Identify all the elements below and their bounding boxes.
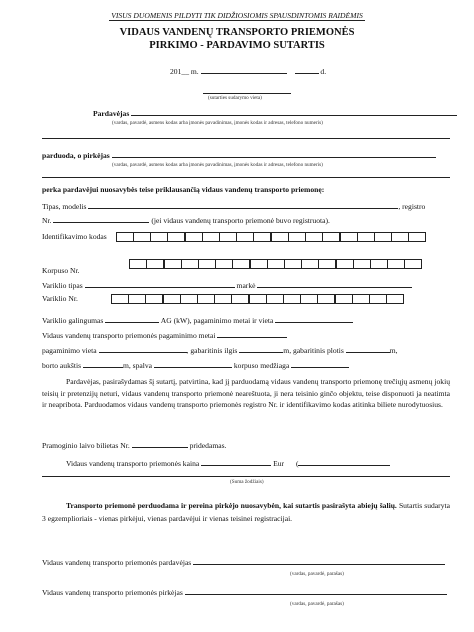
id-code-box[interactable] bbox=[340, 232, 358, 242]
width-unit: m, bbox=[389, 346, 398, 355]
hull-nr-box[interactable] bbox=[267, 259, 285, 269]
hull-nr-box[interactable] bbox=[301, 259, 319, 269]
engine-nr-box[interactable] bbox=[128, 294, 146, 304]
declaration-paragraph: Pardavėjas, pasirašydamas šį sutartį, patvirtina, kad jį parduodamą vidaus vandenų transporto priemonę trečiųjų asmenų jokių teisių ir pretenzijų neturi, vidaus vandenų transporto priemonė neareštuota, ji nera teisinio ginčo objektu, teise disponuoti ja neatimta ir neapribota. Parduodamos vidaus vandenų transporto priemonės registro Nr. ir identifikavimo kodas atitinka biliete nurodytuosius. bbox=[42, 377, 450, 409]
overall-length-field[interactable] bbox=[239, 345, 283, 353]
seller-signature-row bbox=[42, 557, 445, 567]
id-code-box[interactable] bbox=[202, 232, 220, 242]
id-code-box[interactable] bbox=[391, 232, 409, 242]
date-year: 201__ m. bbox=[170, 67, 199, 76]
id-code-box[interactable] bbox=[271, 232, 289, 242]
seller-field-line2[interactable] bbox=[42, 138, 450, 139]
id-code-box[interactable] bbox=[133, 232, 151, 242]
overall-width-field[interactable] bbox=[346, 345, 390, 353]
hull-nr-box[interactable] bbox=[370, 259, 388, 269]
engine-nr-box[interactable] bbox=[386, 294, 404, 304]
side-height-field[interactable] bbox=[83, 360, 123, 368]
overall-length-label: , gabaritinis ilgis bbox=[186, 346, 238, 355]
registry-nr-row bbox=[42, 215, 330, 225]
engine-type-label: Variklio tipas bbox=[42, 281, 83, 290]
build-year-place-field[interactable] bbox=[275, 315, 353, 323]
hull-nr-box[interactable] bbox=[198, 259, 216, 269]
engine-nr-boxes[interactable] bbox=[112, 294, 404, 304]
price-label: Vidaus vandenų transporto priemonės kaina bbox=[66, 459, 200, 468]
id-code-box[interactable] bbox=[167, 232, 185, 242]
price-row bbox=[66, 458, 390, 468]
engine-nr-box[interactable] bbox=[300, 294, 318, 304]
seller-label: Pardavėjas bbox=[93, 109, 130, 118]
hull-nr-box[interactable] bbox=[146, 259, 164, 269]
price-words-field[interactable] bbox=[295, 458, 390, 468]
engine-nr-box[interactable] bbox=[249, 294, 267, 304]
hull-material-field[interactable] bbox=[291, 360, 349, 368]
build-place-field[interactable] bbox=[99, 345, 187, 353]
color-field[interactable] bbox=[154, 360, 232, 368]
mark-field[interactable] bbox=[257, 280, 412, 288]
ticket-suffix: pridedamas. bbox=[189, 441, 227, 450]
id-code-label: Identifikavimo kodas bbox=[42, 232, 107, 241]
engine-nr-box[interactable] bbox=[197, 294, 215, 304]
place-field[interactable] bbox=[203, 93, 291, 94]
engine-nr-box[interactable] bbox=[214, 294, 232, 304]
buyer-signature-label: Vidaus vandenų transporto priemonės pirkėjas bbox=[42, 588, 183, 597]
hull-nr-box[interactable] bbox=[318, 259, 336, 269]
length-unit: m, gabaritinis plotis bbox=[283, 346, 344, 355]
hull-nr-label: Korpuso Nr. bbox=[42, 266, 80, 275]
banner-row bbox=[0, 5, 474, 23]
engine-power-label: Variklio galingumas bbox=[42, 316, 104, 325]
registry-nr-label: Nr. bbox=[42, 216, 52, 225]
hull-nr-box[interactable] bbox=[404, 259, 422, 269]
id-code-box[interactable] bbox=[185, 232, 203, 242]
banner: VISUS DUOMENIS PILDYTI TIK DIDŽIOSIOMIS SPAUSDINTOMIS RAIDĖMIS bbox=[111, 11, 363, 20]
build-year-row bbox=[42, 330, 287, 340]
engine-nr-box[interactable] bbox=[180, 294, 198, 304]
id-code-box[interactable] bbox=[408, 232, 426, 242]
type-model-label: Tipas, modelis bbox=[42, 202, 87, 211]
id-code-box[interactable] bbox=[322, 232, 340, 242]
price-open-paren: ( bbox=[295, 459, 299, 468]
engine-nr-box[interactable] bbox=[369, 294, 387, 304]
date-day-suffix: d. bbox=[320, 67, 327, 76]
engine-nr-box[interactable] bbox=[163, 294, 181, 304]
transfer-paragraph bbox=[42, 500, 450, 525]
seller-signature-caption: (vardas, pavardė, parašas) bbox=[290, 571, 344, 577]
buyer-field[interactable] bbox=[112, 150, 436, 158]
mark-label: markė bbox=[236, 281, 256, 290]
hull-nr-box[interactable] bbox=[232, 259, 250, 269]
price-currency: Eur bbox=[273, 459, 285, 468]
color-label: m, spalva bbox=[122, 361, 153, 370]
hull-boxes[interactable] bbox=[130, 255, 422, 273]
engine-nr-box[interactable] bbox=[317, 294, 335, 304]
price-caption: (Suma žodžiais) bbox=[230, 479, 264, 485]
power-unit-label: AG (kW), pagaminimo metai ir vieta bbox=[160, 316, 274, 325]
id-code-box[interactable] bbox=[253, 232, 271, 242]
hull-nr-box[interactable] bbox=[387, 259, 405, 269]
title-line2: PIRKIMO - PARDAVIMO SUTARTIS bbox=[149, 40, 325, 51]
buyer-field-line2[interactable] bbox=[42, 177, 450, 178]
id-code-boxes[interactable] bbox=[117, 232, 427, 242]
type-model-row bbox=[42, 201, 425, 211]
engine-type-field[interactable] bbox=[85, 280, 235, 288]
ticket-row bbox=[42, 440, 226, 450]
id-code-box[interactable] bbox=[219, 232, 237, 242]
date-day-field[interactable] bbox=[295, 66, 319, 74]
engine-nr-row bbox=[42, 294, 404, 304]
id-code-box[interactable] bbox=[305, 232, 323, 242]
place-caption: (sutarties sudarymo vieta) bbox=[208, 95, 262, 101]
buyer-label: parduoda, o pirkėjas bbox=[42, 151, 110, 160]
ticket-field[interactable] bbox=[132, 440, 188, 448]
registry-nr-field[interactable] bbox=[53, 215, 149, 223]
registry-label: , registro bbox=[398, 202, 426, 211]
engine-nr-box[interactable] bbox=[283, 294, 301, 304]
engine-nr-box[interactable] bbox=[266, 294, 284, 304]
engine-type-row bbox=[42, 280, 412, 290]
seller-signature-field[interactable] bbox=[193, 557, 445, 565]
buyer-caption: (vardas, pavardė, asmens kodas arba įmonės pavadinimas, įmonės kodas ir adresas, telefono numeris) bbox=[112, 162, 323, 168]
id-code-row bbox=[42, 232, 426, 242]
id-code-box[interactable] bbox=[116, 232, 134, 242]
build-place-label: pagaminimo vieta bbox=[42, 346, 97, 355]
buyer-row bbox=[42, 150, 436, 160]
type-model-field[interactable] bbox=[88, 201, 398, 209]
transfer-bold: Transporto priemonė perduodama ir pereina pirkėjo nuosavybėn, kai sutartis pasirašyta abiejų šalių. bbox=[66, 501, 397, 510]
id-code-box[interactable] bbox=[150, 232, 168, 242]
hull-nr-box[interactable] bbox=[164, 259, 182, 269]
side-height-label: borto aukštis bbox=[42, 361, 82, 370]
transfer-rest: Sutartis sudaryta 3 egzemplioriais - vienas pirkėjui, vienas pardavėjui ir vienas teisinei registracijai. bbox=[42, 501, 450, 523]
buyer-signature-caption: (vardas, pavardė, parašas) bbox=[290, 601, 344, 607]
engine-nr-label: Variklio Nr. bbox=[42, 294, 78, 303]
hull-nr-box[interactable] bbox=[181, 259, 199, 269]
title-line1: VIDAUS VANDENŲ TRANSPORTO PRIEMONĖS bbox=[119, 27, 355, 38]
engine-nr-box[interactable] bbox=[111, 294, 129, 304]
id-code-box[interactable] bbox=[288, 232, 306, 242]
hull-nr-box[interactable] bbox=[284, 259, 302, 269]
engine-nr-box[interactable] bbox=[335, 294, 353, 304]
id-code-box[interactable] bbox=[357, 232, 375, 242]
hull-nr-box[interactable] bbox=[353, 259, 371, 269]
id-code-box[interactable] bbox=[236, 232, 254, 242]
price-field[interactable] bbox=[201, 458, 271, 466]
seller-signature-label: Vidaus vandenų transporto priemonės pardavėjas bbox=[42, 558, 192, 567]
hull-material-label: korpuso medžiaga bbox=[233, 361, 290, 370]
build-place-row bbox=[42, 345, 398, 355]
build-year-field[interactable] bbox=[217, 330, 287, 338]
engine-power-row bbox=[42, 315, 353, 325]
ticket-label: Pramoginio laivo bilietas Nr. bbox=[42, 441, 130, 450]
engine-power-field[interactable] bbox=[105, 315, 159, 323]
buyer-signature-field[interactable] bbox=[185, 587, 447, 595]
engine-nr-box[interactable] bbox=[231, 294, 249, 304]
engine-nr-box[interactable] bbox=[145, 294, 163, 304]
date-month-field[interactable] bbox=[201, 66, 287, 74]
engine-nr-box[interactable] bbox=[352, 294, 370, 304]
seller-caption: (vardas, pavardė, asmens kodas arba įmonės pavadinimas, įmonės kodas ir adresas, telefono numeris) bbox=[112, 120, 323, 126]
buyer-signature-row bbox=[42, 587, 447, 597]
hull-nr-box[interactable] bbox=[215, 259, 233, 269]
hull-nr-box[interactable] bbox=[250, 259, 268, 269]
hull-nr-box[interactable] bbox=[336, 259, 354, 269]
seller-row bbox=[93, 108, 457, 118]
registered-note: (jei vidaus vandenų transporto priemonė buvo registruota). bbox=[151, 216, 330, 225]
intro: perka pardavėjui nuosavybės teise priklausančią vidaus vandenų transporto priemonę: bbox=[42, 185, 325, 194]
build-year-label: Vidaus vandenų transporto priemonės pagaminimo metai bbox=[42, 331, 216, 340]
id-code-box[interactable] bbox=[374, 232, 392, 242]
price-words-line2[interactable] bbox=[42, 476, 450, 477]
date-row bbox=[170, 66, 326, 76]
hull-nr-box[interactable] bbox=[129, 259, 147, 269]
side-height-row bbox=[42, 360, 349, 370]
seller-field[interactable] bbox=[131, 108, 457, 116]
